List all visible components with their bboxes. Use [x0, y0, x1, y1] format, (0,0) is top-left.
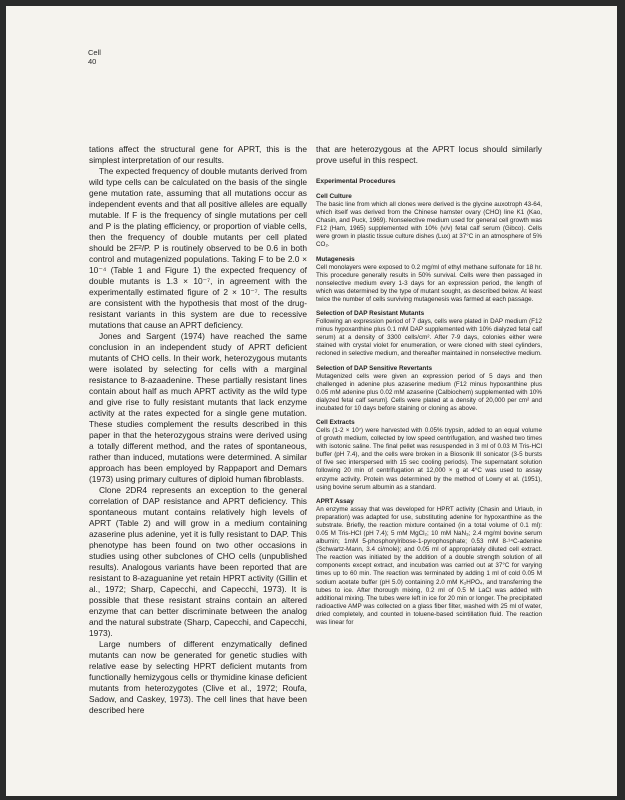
subsection-title: Mutagenesis	[316, 255, 355, 263]
subsection-body: An enzyme assay that was developed for HPRT activity (Chasin and Urlaub, in preparation) was adapted for use, substituting adenine for hypoxanthine as the substrate. Briefly, the reaction mixture contained (in a total volume of 0.1 ml): 0.05 M Tris-HCl (pH 7.4); 5 mM MgCl₂; 10 mM NaN₃; 2.4 mg/ml bovine serum albumin; 1mM 5-phosphorylribose-1-pyrophosphate; 0.53 mM 8-¹⁴C-adenine (Schwartz-Mann, 3.4 ci/mole); and 0.05 ml of appropriately diluted cell extract. The reaction was initiated by the addition of a double strength solution of all components except extract, and incubation was carried out at 37°C for varying times up to 60 min. The reaction was terminated by adding 1 ml of cold 0.05 M sodium acetate buffer (pH 5.0) containing 2.0 mM K₂HPO₄, and transferring the tubes to ice. After thorough mixing, 0.2 ml of 0.5 M LaCl was added with additional mixing. The tubes were left in ice for 20 min or longer. The precipitated radioactive AMP was collected on a glass fiber filter, washed with 25 ml of water, dried completely, and counted in toluene-based scintillation fluid. The reaction was linear for	[316, 505, 542, 627]
subsection-body: The basic line from which all clones were derived is the glycine auxotroph 43-64, which itself was derived from the Chinese hamster ovary (CHO) line K1 (Kao, Chasin, and Puck, 1969). Nonselective medium used for general cell growth was F12 (Ham, 1965) supplemented with 10% (v/v) fetal calf serum (Gibco). Cells were grown in plastic tissue culture dishes (Lux) at 37°C in an atmosphere of 5% CO₂.	[316, 201, 542, 249]
paragraph: Jones and Sargent (1974) have reached the same conclusion in an independent study of APRT deficient mutants of CHO cells. In their work, heterozygous mutants were isolated by selecting for cells with a marginal resistance to 8-azaadenine. These partially resistant lines contain about half as much APRT activity as the wild type and give rise to fully resistant mutants that lack enzyme activity at the rates expected for a single gene mutation. These studies complement the results described in this paper in that the heterozygous strains were derived using a totally different method, and the rates of spontaneous, rather than induced, mutations were determined. A similar approach has been employed by Rappaport and Demars (1973) using primary cultures of diploid human fibroblasts.	[89, 331, 307, 484]
subsection-body: Cell monolayers were exposed to 0.2 mg/ml of ethyl methane sulfonate for 18 hr. This procedure generally results in 50% survival. Cells were then passaged in nonselective medium every 1-3 days for an expression period, the length of which was determined by the type of mutant sought, as described below. At least twice the number of cells surviving mutagenesis was farmed at each passage.	[316, 263, 542, 303]
page-number: 40	[88, 57, 97, 66]
subsection-title: Selection of DAP Resistant Mutants	[316, 310, 425, 318]
paragraph: Clone 2DR4 represents an exception to the general correlation of DAP resistance and APRT deficiency. This spontaneous mutant contains relatively high levels of APRT (Table 2) and will grow in a medium containing azaserine plus adenine, yet it is fully resistant to DAP. This phenotype has been found on two other occasions in studies using other subclones of CHO cells (unpublished results). Analogous variants have been reported that are resistant to 8-azaguanine yet retain HPRT activity (Gillin et al., 1972; Sharp, Capecchi, and Capecchi, 1973). It is possible that these resistant strains contain an altered enzyme that can better discriminate between the analog and the natural substrate (Sharp, Capecchi, and Capecchi, 1973).	[89, 485, 307, 638]
subsection-mutagenesis	[316, 256, 542, 304]
subsection-dap-resistant	[316, 310, 542, 358]
subsection-cell-extracts	[316, 419, 542, 492]
right-column	[316, 144, 542, 627]
subsection-title: Cell Extracts	[316, 418, 355, 426]
subsection-cell-culture	[316, 193, 542, 250]
subsection-body: Mutagenized cells were given an expression period of 5 days and then challenged in adenine plus azaserine medium (F12 minus hypoxanthine plus 0.05 mM adenine plus 0.02 mM azaserine (Calbiochem) supplemented with 10% dialyzed fetal calf serum]. Cells were plated at a density of 20,000 per cm² and incubated for 10 days before staining or cloning as above.	[316, 372, 542, 412]
subsection-body: Following an expression period of 7 days, cells were plated in DAP medium (F12 minus hypoxanthine plus 0.1 mM DAP supplemented with 10% dialyzed fetal calf serum) at a density of 3300 cells/cm². After 7-9 days, colonies either were stained with crystal violet for enumeration, or were cloned with steel cylinders, recloned in selective medium, and thereafter maintained in nonselective medium.	[316, 318, 542, 358]
section-title: Experimental Procedures	[316, 178, 396, 185]
paragraph: The expected frequency of double mutants derived from wild type cells can be calculated on the basis of the single gene mutation rate, assuming that all mutations occur as independent events and that all positive alleles are equally mutable. If F is the frequency of single mutations per cell and P is the plating efficiency, or proportion of viable cells, then the frequency of double mutants per cell plated should be 2F²/P. P is routinely observed to be 0.6 in both control and mutagenized populations. Taking F to be 2.0 × 10⁻⁴ (Table 1 and Figure 1) the expected frequency of double mutants is 1.3 × 10⁻⁷, in agreement with the experimentally estimated figure of 2 × 10⁻⁷. The results are consistent with the hypothesis that most of the drug-resistant variants in this system are due to recessive mutations that cause an APRT deficiency.	[89, 166, 307, 330]
subsection-dap-sensitive	[316, 365, 542, 413]
journal-name: Cell	[88, 48, 101, 57]
document-page	[6, 6, 617, 796]
paragraph: tations affect the structural gene for APRT, this is the simplest interpretation of our results.	[89, 144, 307, 165]
subsection-body: Cells (1-2 × 10⁷) were harvested with 0.05% trypsin, added to an equal volume of growth medium, collected by low speed centrifugation, and washed two times with isotonic saline. The final pellet was resuspended in 3 ml of 0.03 M Tris-HCl buffer (pH 7.4), and the cells were broken in a Biosonik III sonicator (3-5 bursts of five sec interspersed with 15 sec cooling periods). The supernatant solution following 20 min of centrifugation at 12,000 × g at 4°C was used to assay enzyme activity. Protein was determined by the method of Lowry et al. (1951), using bovine serum albumin as a standard.	[316, 426, 542, 491]
subsection-aprt-assay	[316, 498, 542, 627]
subsection-title: Selection of DAP Sensitive Revertants	[316, 364, 433, 372]
subsection-title: APRT Assay	[316, 497, 354, 505]
left-column	[89, 144, 307, 716]
paragraph: that are heterozygous at the APRT locus should similarly prove useful in this respect.	[316, 144, 542, 165]
subsection-title: Cell Culture	[316, 193, 352, 200]
paragraph: Large numbers of different enzymatically defined mutants can now be generated for genetic studies with relative ease by selecting HPRT deficient mutants from functionally hemizygous cells or thymidine kinase deficient mutants from heterozygotes (Clive et al., 1972; Roufa, Sadow, and Caskey, 1973). The cell lines that have been described here	[89, 639, 307, 715]
running-header	[88, 48, 101, 66]
